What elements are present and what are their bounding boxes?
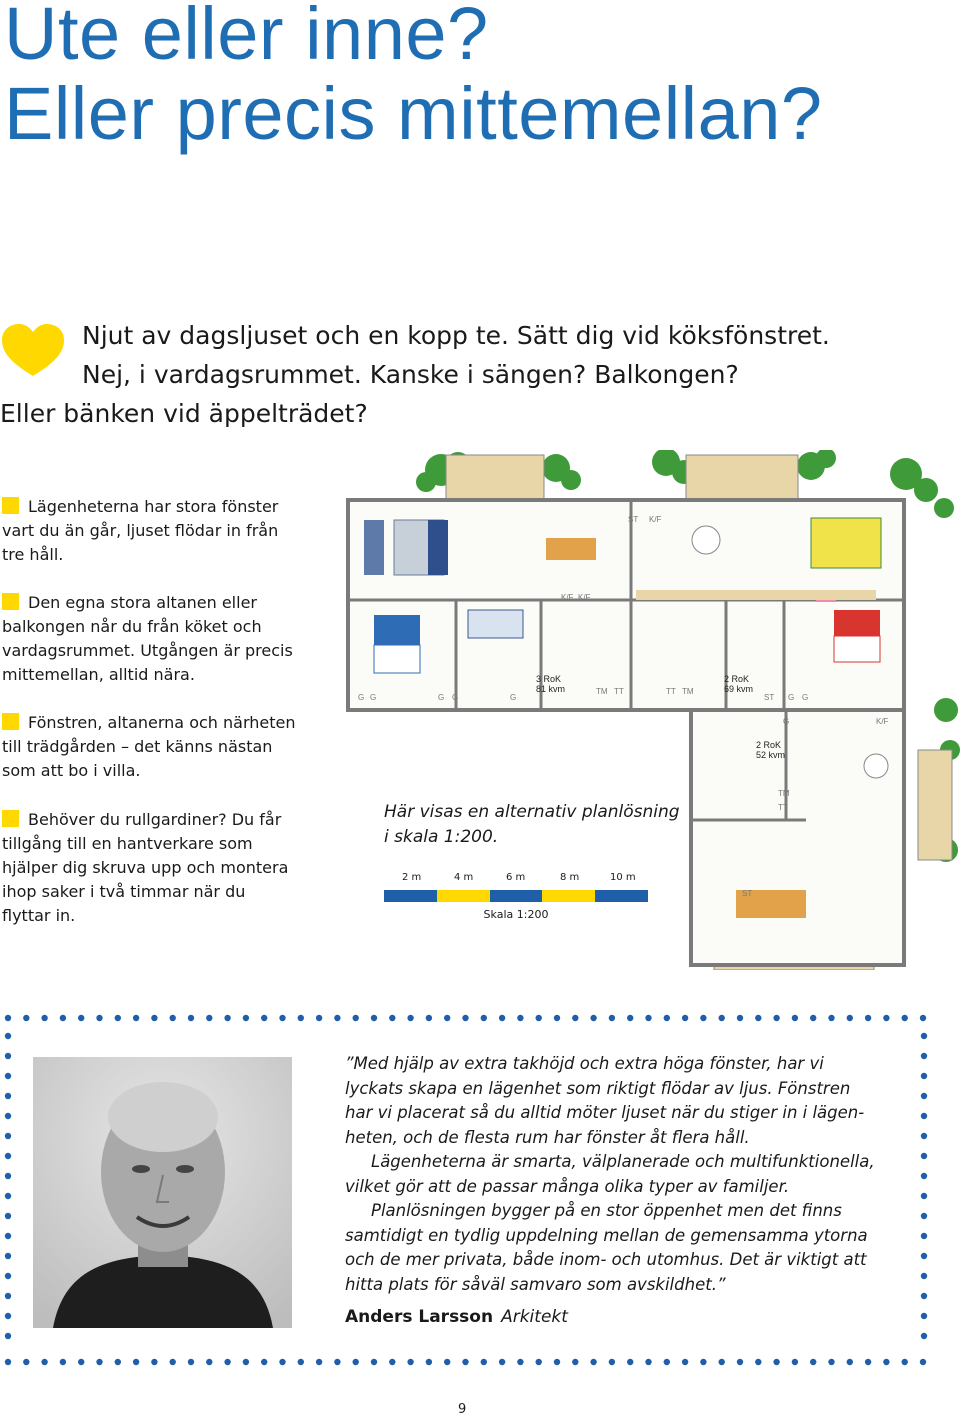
border-dot (536, 1359, 542, 1365)
border-dot (243, 1359, 249, 1365)
room-code: K/F (561, 593, 574, 602)
border-dot (773, 1015, 779, 1021)
border-dot (921, 1173, 927, 1179)
border-dot (407, 1015, 413, 1021)
quote-line: lyckats skapa en lägenhet som riktigt flödar av ljus. Fönstren (345, 1078, 851, 1098)
border-dot (353, 1359, 359, 1365)
room-code: TT (614, 687, 624, 696)
border-dot (5, 1233, 11, 1239)
border-dot (883, 1015, 889, 1021)
border-dot (792, 1015, 798, 1021)
border-dot (828, 1359, 834, 1365)
border-dot (316, 1359, 322, 1365)
border-dot (133, 1015, 139, 1021)
border-dot (719, 1015, 725, 1021)
border-dot (921, 1313, 927, 1319)
room-code: TM (682, 687, 694, 696)
quote-line: heten, och de flesta rum har fönster åt flera håll. (345, 1127, 750, 1147)
bullet-terrace (2, 591, 322, 687)
page-title (4, 0, 823, 154)
signature-role: Arkitekt (501, 1307, 568, 1327)
scale-bar (384, 890, 648, 902)
table-52 (864, 754, 888, 778)
border-dot (828, 1015, 834, 1021)
border-dot (517, 1015, 523, 1021)
border-dot (5, 1033, 11, 1039)
border-dot (170, 1359, 176, 1365)
balcony (446, 455, 544, 500)
quote-line: samtidigt en tydlig uppdelning mellan de gemensamma ytorna (345, 1225, 868, 1245)
border-dot (554, 1359, 560, 1365)
border-dot (334, 1359, 340, 1365)
border-dot (810, 1359, 816, 1365)
caption-line-1: Här visas en alternativ planlösning (384, 802, 680, 822)
apt-rooms: 3 RoK (536, 674, 562, 684)
border-dot (96, 1015, 102, 1021)
scale-segment (384, 890, 437, 902)
bullet-text: Lägenheterna har stora fönster (28, 497, 279, 516)
sofa (364, 520, 384, 575)
bullet-square (2, 810, 19, 827)
armchair (428, 520, 448, 575)
border-dot (5, 1313, 11, 1319)
scale-bar-widget (384, 872, 648, 921)
border-dot (921, 1113, 927, 1119)
border-dot (5, 1133, 11, 1139)
border-dot (5, 1153, 11, 1159)
scale-title: Skala 1:200 (483, 908, 549, 921)
border-dot (444, 1359, 450, 1365)
border-dot (224, 1359, 230, 1365)
border-dot (151, 1359, 157, 1365)
room-code: TM (778, 789, 790, 798)
bullet-text: hjälper dig skruva upp och montera (2, 858, 289, 877)
portrait-photo (33, 1057, 292, 1328)
border-dot (261, 1359, 267, 1365)
border-dot (5, 1213, 11, 1219)
border-dot (921, 1293, 927, 1299)
dining-table (546, 538, 596, 560)
border-dot (188, 1015, 194, 1021)
intro-line-3: Eller bänken vid äppelträdet? (0, 399, 368, 428)
bed-stripes (374, 645, 420, 673)
border-dot (5, 1273, 11, 1279)
desk (468, 610, 523, 638)
bullet-text: Fönstren, altanerna och närheten (28, 713, 296, 732)
bed-sheet (834, 636, 880, 662)
room-code: ST (764, 693, 775, 702)
room-code: G (783, 717, 790, 726)
bullet-garden (2, 711, 322, 783)
border-dot (41, 1015, 47, 1021)
plan-caption (384, 800, 680, 850)
border-dot (883, 1359, 889, 1365)
border-dot (243, 1015, 249, 1021)
border-dot (115, 1015, 121, 1021)
border-dot (645, 1359, 651, 1365)
border-dot (627, 1015, 633, 1021)
border-dot (572, 1359, 578, 1365)
room-code: G (452, 693, 459, 702)
room-code: G (510, 693, 517, 702)
border-dot (389, 1359, 395, 1365)
room-code: ST (628, 515, 639, 524)
border-dot (921, 1253, 927, 1259)
quote-line: har vi placerat så du alltid möter ljuset när du stiger in i lägen- (345, 1103, 865, 1122)
border-dot (5, 1093, 11, 1099)
border-dot (481, 1015, 487, 1021)
bed-green (811, 518, 881, 568)
scale-label: 4 m (454, 872, 474, 883)
border-dot (316, 1015, 322, 1021)
room-code: TM (596, 687, 608, 696)
border-dot (700, 1359, 706, 1365)
border-dot (407, 1359, 413, 1365)
border-dot (188, 1359, 194, 1365)
quote-line: Planlösningen bygger på en stor öppenhet men det finns (371, 1201, 842, 1220)
building-walls-wing (691, 710, 904, 965)
border-dot (371, 1359, 377, 1365)
quote-line: vilket gör att de passar många olika typer av familjer. (345, 1176, 790, 1196)
apt-area: 69 kvm (724, 684, 754, 694)
border-dot (298, 1015, 304, 1021)
apt-rooms: 2 RoK (724, 674, 750, 684)
border-dot (847, 1359, 853, 1365)
scale-label: 10 m (610, 872, 636, 883)
border-dot (279, 1015, 285, 1021)
border-dot (5, 1193, 11, 1199)
bullet-text: tre håll. (2, 545, 64, 564)
border-dot (96, 1359, 102, 1365)
border-dot (78, 1359, 84, 1365)
border-dot (810, 1015, 816, 1021)
apt-area: 52 kvm (756, 750, 786, 760)
border-dot (481, 1359, 487, 1365)
border-dot (755, 1015, 761, 1021)
border-dot (389, 1015, 395, 1021)
border-dot (921, 1273, 927, 1279)
border-dot (5, 1293, 11, 1299)
border-dot (865, 1015, 871, 1021)
bullet-text: Den egna stora altanen eller (28, 593, 257, 612)
border-dot (426, 1359, 432, 1365)
border-dot (353, 1015, 359, 1021)
border-dot (426, 1015, 432, 1021)
room-code: TT (778, 803, 788, 812)
border-dot (5, 1015, 11, 1021)
bullet-square (2, 713, 19, 730)
border-dot (682, 1015, 688, 1021)
border-dot (920, 1015, 926, 1021)
border-dot (60, 1015, 66, 1021)
border-dot (921, 1233, 927, 1239)
border-dot (590, 1359, 596, 1365)
balcony (918, 750, 952, 860)
apt-area: 81 kvm (536, 684, 566, 694)
room-code: ST (742, 889, 753, 898)
border-dot (23, 1359, 29, 1365)
bullet-text: mittemellan, alltid nära. (2, 665, 195, 684)
border-dot (261, 1015, 267, 1021)
room-code: G (370, 693, 377, 702)
border-dot (719, 1359, 725, 1365)
room-code: G (438, 693, 445, 702)
room-code: TT (666, 687, 676, 696)
border-dot (41, 1359, 47, 1365)
title-line-2: Eller precis mittemellan? (4, 72, 823, 155)
border-dot (921, 1213, 927, 1219)
bullet-text: flyttar in. (2, 906, 76, 925)
caption-line-2: i skala 1:200. (384, 827, 499, 847)
room-code: G (788, 693, 795, 702)
bullet-text: vardagsrummet. Utgången är precis (2, 641, 293, 660)
border-dot (5, 1173, 11, 1179)
scale-label: 2 m (402, 872, 422, 883)
bullet-blinds (2, 808, 322, 928)
border-dot (554, 1015, 560, 1021)
bullet-text: som att bo i villa. (2, 761, 141, 780)
border-dot (609, 1015, 615, 1021)
room-code: G (358, 693, 365, 702)
border-dot (462, 1015, 468, 1021)
border-dot (371, 1015, 377, 1021)
intro-line-2: Nej, i vardagsrummet. Kanske i sängen? Balkongen? (82, 360, 739, 389)
scale-segment (437, 890, 490, 902)
round-table (692, 526, 720, 554)
border-dot (5, 1113, 11, 1119)
border-dot (5, 1253, 11, 1259)
border-dot (682, 1359, 688, 1365)
quote-line: och de mer privata, både inom- och utomhus. Det är viktigt att (345, 1250, 867, 1269)
border-dot (444, 1015, 450, 1021)
scale-segment (490, 890, 543, 902)
border-dot (23, 1015, 29, 1021)
bullet-windows (2, 495, 322, 567)
border-dot (902, 1015, 908, 1021)
border-dot (206, 1359, 212, 1365)
border-dot (206, 1015, 212, 1021)
border-dot (921, 1033, 927, 1039)
intro-text (0, 316, 830, 433)
border-dot (133, 1359, 139, 1365)
bullet-text: balkongen når du från köket och (2, 617, 262, 636)
border-dot (517, 1359, 523, 1365)
border-dot (921, 1333, 927, 1339)
page-number: 9 (458, 1402, 467, 1417)
border-dot (902, 1359, 908, 1365)
quote-line: Lägenheterna är smarta, välplanerade och multifunktionella, (371, 1152, 875, 1171)
room-code: K/F (876, 717, 889, 726)
border-dot (645, 1015, 651, 1021)
signature-name: Anders Larsson (345, 1307, 494, 1327)
bullet-text: ihop saker i två timmar när du (2, 882, 246, 901)
border-dot (921, 1073, 927, 1079)
scale-segment (595, 890, 648, 902)
room-code: K/F (578, 593, 591, 602)
border-dot (499, 1359, 505, 1365)
border-dot (921, 1133, 927, 1139)
apt-rooms: 2 RoK (756, 740, 782, 750)
border-dot (334, 1015, 340, 1021)
border-dot (5, 1073, 11, 1079)
border-dot (865, 1359, 871, 1365)
border-dot (609, 1359, 615, 1365)
quote-line: ”Med hjälp av extra takhöjd och extra höga fönster, har vi (345, 1054, 824, 1073)
border-dot (590, 1015, 596, 1021)
title-line-1: Ute eller inne? (4, 0, 489, 75)
border-dot (499, 1015, 505, 1021)
border-dot (921, 1153, 927, 1159)
border-dot (627, 1359, 633, 1365)
border-dot (921, 1093, 927, 1099)
quote-line: hitta plats för såväl samvaro som avskildhet.” (345, 1274, 726, 1294)
bullet-text: tillgång till en hantverkare som (2, 834, 253, 853)
scale-label: 8 m (560, 872, 580, 883)
bullet-text: vart du än går, ljuset flödar in från (2, 521, 279, 540)
border-dot (737, 1015, 743, 1021)
border-dot (279, 1359, 285, 1365)
border-dot (921, 1193, 927, 1199)
border-dot (298, 1359, 304, 1365)
signature (345, 1307, 568, 1327)
border-dot (5, 1053, 11, 1059)
border-dot (773, 1359, 779, 1365)
border-dot (737, 1359, 743, 1365)
scale-label: 6 m (506, 872, 526, 883)
room-code: K/F (649, 515, 662, 524)
border-dot (78, 1015, 84, 1021)
border-dot (151, 1015, 157, 1021)
border-dot (536, 1015, 542, 1021)
bullet-square (2, 593, 19, 610)
border-dot (5, 1359, 11, 1365)
border-dot (572, 1015, 578, 1021)
intro-line-1: Njut av dagsljuset och en kopp te. Sätt dig vid köksfönstret. (82, 321, 830, 350)
bullet-text: till trädgården – det känns nästan (2, 737, 273, 756)
border-dot (700, 1015, 706, 1021)
room-code: G (802, 693, 809, 702)
border-dot (170, 1015, 176, 1021)
border-dot (755, 1359, 761, 1365)
border-dot (224, 1015, 230, 1021)
border-dot (792, 1359, 798, 1365)
border-dot (5, 1333, 11, 1339)
border-dot (60, 1359, 66, 1365)
border-dot (664, 1359, 670, 1365)
border-dot (462, 1359, 468, 1365)
border-dot (921, 1053, 927, 1059)
counter (636, 590, 876, 600)
architect-quote (345, 1052, 905, 1297)
bullet-text: Behöver du rullgardiner? Du får (28, 810, 282, 829)
border-dot (920, 1359, 926, 1365)
scale-segment (542, 890, 595, 902)
bullet-square (2, 497, 19, 514)
balcony (686, 455, 798, 500)
border-dot (664, 1015, 670, 1021)
border-dot (847, 1015, 853, 1021)
border-dot (115, 1359, 121, 1365)
